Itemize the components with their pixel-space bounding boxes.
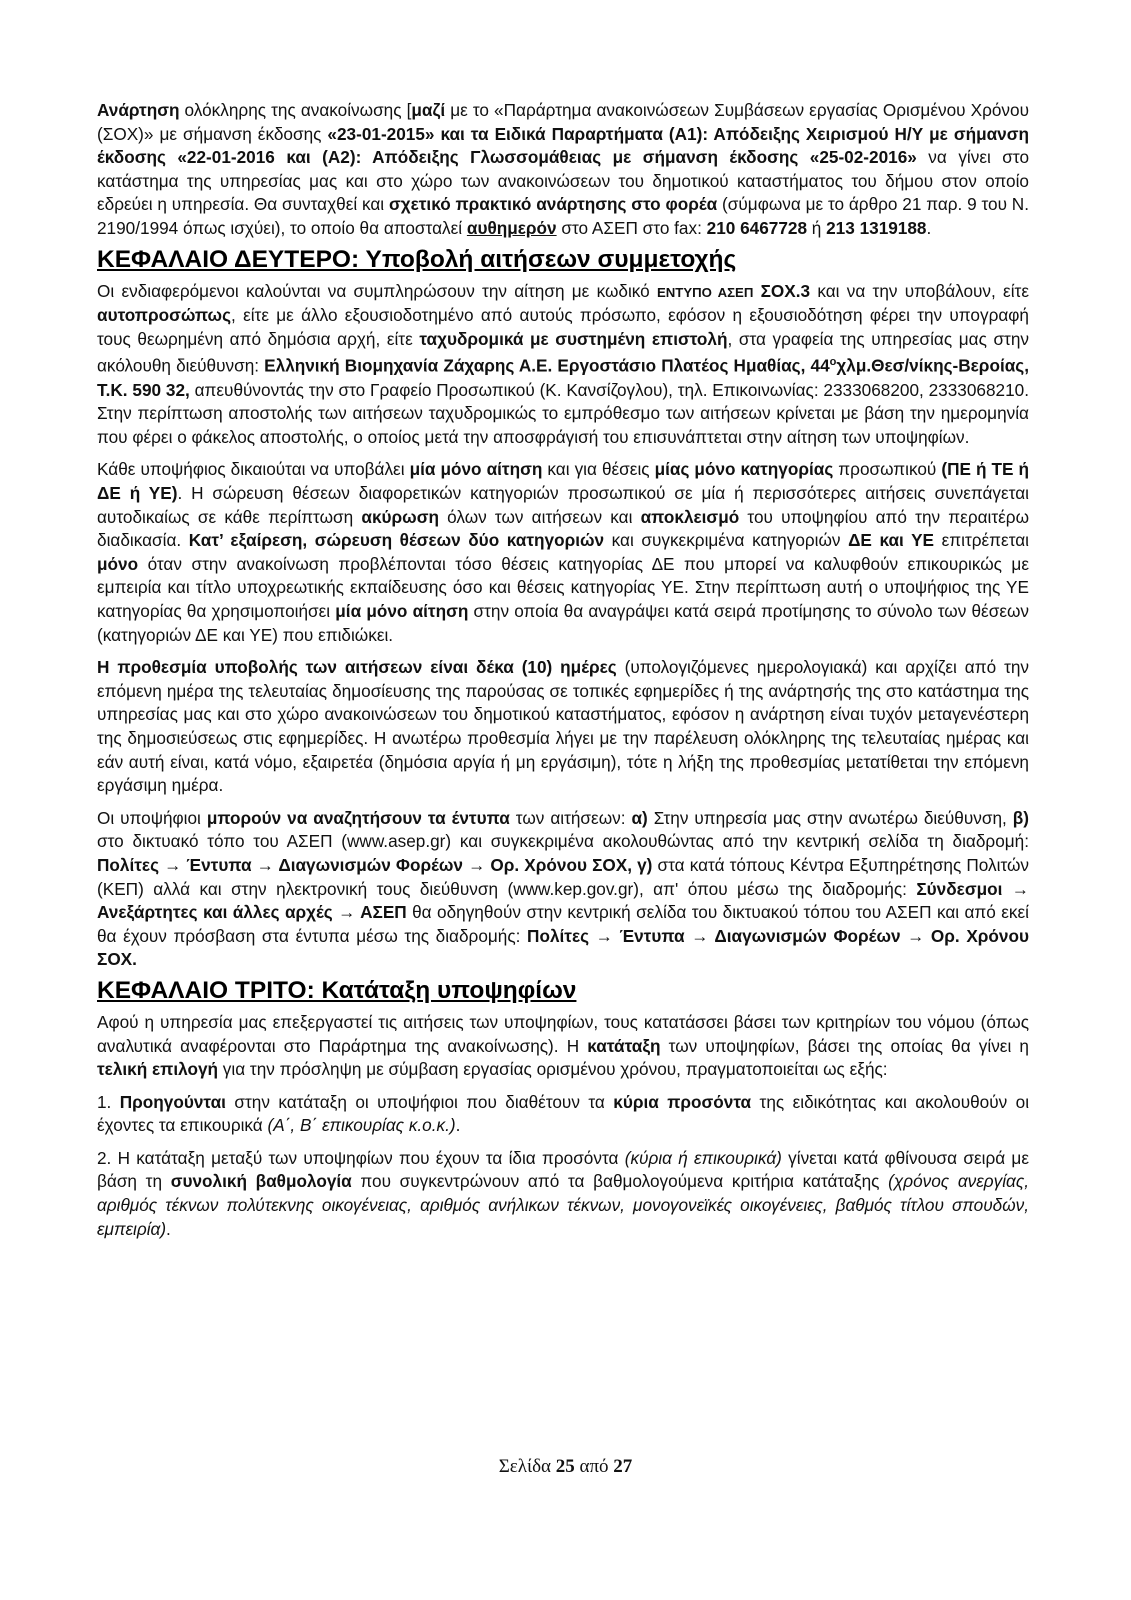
paragraph-ranking-rule-1 (97, 1091, 1029, 1138)
footer-total-pages: 27 (613, 1456, 633, 1477)
paragraph-single-application (97, 458, 1029, 647)
paragraph-posting (97, 99, 1029, 241)
text-run: α) (631, 807, 648, 828)
text-run: του υποψηφίου από την περαιτέρω διαδικασία. (97, 506, 1030, 551)
text-run: προσωπικού (833, 459, 942, 480)
text-run: ταχυδρομικά με συστημένη επιστολή (419, 328, 728, 349)
text-run: Η προθεσμία υποβολής των αιτήσεων είναι δέκα (10) ημέρες (97, 657, 617, 678)
text-run: των υποψηφίων, βάσει της οποίας θα γίνει η (660, 1035, 1029, 1056)
paragraph-application-submission (97, 280, 1029, 450)
paragraph-forms (97, 807, 1029, 972)
text-run: σχετικό πρακτικό ανάρτησης στο φορέα (388, 194, 718, 215)
text-run: όταν στην ανακοίνωση προβλέπονται τόσο θέσεις κατηγορίας ΔΕ που μπορεί να καλυφθούν επικουρικώς με εμπειρία και τίτλο υποχρεωτικής εκπαίδευσης όσο και θέσεις κατηγορίας ΥΕ. Στην περίπτωση αυτή ο υποψήφιος της ΥΕ κατηγορίας θα χρησιμοποιήσει (97, 553, 1029, 622)
footer-prefix: Σελίδα (498, 1456, 556, 1477)
text-run: Ελληνική Βιομηχανία Ζάχαρης Α.Ε. Εργοστάσιο Πλατέος Ημαθίας, 44 (264, 356, 830, 377)
chapter-two-heading: ΚΕΦΑΛΑΙΟ ΔΕΥΤΕΡΟ: Υποβολή αιτήσεων συμμετοχής (97, 245, 737, 273)
text-run: Κάθε υποψήφιος δικαιούται να υποβάλει (97, 459, 410, 480)
text-run: (Α΄, Β΄ επικουρίας κ.ο.κ.) (267, 1115, 456, 1136)
text-run: στα κατά τόπους Κέντρα Εξυπηρέτησης Πολιτών (ΚΕΠ) αλλά και στην ηλεκτρονική τους διεύθυνση (www.kep.gov.gr), απ' όπου μέσω της διαδρομής: (97, 854, 1030, 899)
text-run: μίας μόνο κατηγορίας (654, 459, 834, 480)
text-run: στο δικτυακό τόπο του ΑΣΕΠ (www.asep.gr) και συγκεκριμένα ακολουθώντας από την κεντρική σελίδα τη διαδρομή: (97, 831, 1029, 852)
text-run: ή (807, 217, 827, 238)
text-run: Αφού η υπηρεσία μας επεξεργαστεί τις αιτήσεις των υποψηφίων, τους κατατάσσει βάσει των κριτηρίων του νόμου (όπως αναλυτικά αναφέρονται στο Παράρτημα της ανακοίνωσης). Η (97, 1011, 1029, 1056)
text-run: να γίνει στο κατάστημα της υπηρεσίας μας και στο χώρο των ανακοινώσεων του δημοτικού καταστήματος του δήμου στον οποίο εδρεύει η υπηρεσία. Θα συνταχθεί και (97, 147, 1029, 215)
text-run: . (455, 1115, 461, 1136)
text-run: και για θέσεις (542, 459, 655, 480)
chapter-three-heading: ΚΕΦΑΛΑΙΟ ΤΡΙΤΟ: Κατάταξη υποψηφίων (97, 976, 577, 1004)
text-run: (κύρια ή επικουρικά) (624, 1147, 782, 1168)
text-run: Ανάρτηση (97, 100, 180, 120)
text-run: με το «Παράρτημα ανακοινώσεων Συμβάσεων εργασίας Ορισμένου Χρόνου (ΣΟΧ)» με σήμανση έκδοσης (97, 100, 1029, 144)
text-run: κατάταξη (587, 1035, 661, 1056)
text-run: β) (1012, 807, 1029, 828)
text-run: συνολική βαθμολογία (170, 1171, 352, 1192)
text-run: . (926, 217, 932, 238)
text-run: (ΠΕ ή ΤΕ ή ΔΕ ή ΥΕ) (97, 459, 1030, 504)
text-run: αυτοπροσώπως (97, 305, 232, 326)
text-run: στην οποία θα αναγράψει κατά σειρά προτίμησης το σύνολο των θέσεων (κατηγοριών ΔΕ και ΥΕ) που επιδιώκει. (97, 601, 1029, 645)
footer-middle: από (574, 1456, 614, 1477)
text-run: τελική επιλογή (97, 1059, 219, 1080)
footer-page-number: 25 (555, 1456, 575, 1477)
text-run: , στα γραφεία της υπηρεσίας μας στην ακόλουθη διεύθυνση: (97, 328, 1029, 377)
text-run: μία μόνο αίτηση (409, 459, 543, 480)
text-run: (χρόνος ανεργίας, αριθμός τέκνων πολύτεκνης οικογένειας, αριθμός ανήλικων τέκνων, μονογονεϊκές οικογένειες, βαθμός τίτλου σπουδών, εμπειρία) (97, 1171, 1029, 1239)
text-run: (υπολογιζόμενες ημερολογιακά) και αρχίζει από την επόμενη ημέρα της τελευταίας δημοσίευσης της παρούσας σε τοπικές εφημερίδες ή της ανάρτησής της στο κατάστημα της υπηρεσίας μας και στο χώρο ανακοινώσεων του δημοτικού καταστήματος, εφόσον η ανάρτηση είναι τυχόν μεταγενέστερη της δημοσιεύσεως στις εφημερίδες. Η ανωτέρω προθεσμία λήγει με την παρέλευση ολόκληρης της τελευταίας ημέρας και εάν αυτή είναι, κατά νόμο, εξαιρετέα (δημόσια αργία ή μη εργάσιμη), τότε η λήξη της προθεσμίας μετατίθεται την επόμενη εργάσιμη ημέρα. (97, 657, 1030, 796)
page-footer (0, 1456, 1131, 1478)
text-run: και να την υποβάλουν, είτε (810, 280, 1029, 301)
text-run: θα οδηγηθούν στην κεντρική σελίδα του δικτυακού τόπου του ΑΣΕΠ και από εκεί θα έχουν πρόσβαση στα έντυπα μέσω της διαδρομής: (97, 902, 1029, 946)
text-run: , είτε με άλλο εξουσιοδοτημένο από αυτούς πρόσωπο, εφόσον η εξουσιοδότηση φέρει την υπογραφή τους θεωρημένη από δημόσια αρχή, είτε (97, 305, 1029, 349)
text-run: μπορούν να αναζητήσουν τα έντυπα (206, 807, 510, 828)
text-run: κύρια προσόντα (613, 1091, 752, 1112)
text-run: για την πρόσληψη με σύμβαση εργασίας ορισμένου χρόνου, πραγματοποιείται ως εξής: (218, 1059, 888, 1080)
text-run: όλων των αιτήσεων και (438, 506, 641, 527)
paragraph-ranking-rule-2 (97, 1147, 1029, 1241)
text-run: μαζί (411, 100, 446, 120)
text-run: Οι ενδιαφερόμενοι καλούνται να συμπληρώσουν την αίτηση με κωδικό (97, 280, 657, 301)
text-run: 2. Η κατάταξη μεταξύ των υποψηφίων που έχουν τα ίδια προσόντα (97, 1147, 625, 1168)
text-run: και συγκεκριμένα κατηγοριών (604, 530, 849, 551)
text-run: της ειδικότητας και ακολουθούν οι έχοντες τα επικουρικά (97, 1091, 1030, 1136)
text-run: αυθημερόν (466, 217, 557, 238)
text-run: «23-01-2015» και τα Ειδικά Παραρτήματα (Α1): Απόδειξης Χειρισμού Η/Υ με σήμανση έκδοσης «22-01-2016 και (Α2): Απόδειξης Γλωσσομάθειας με σήμανση έκδοσης «25-02-2016» (97, 123, 1029, 168)
text-run: μία μόνο αίτηση (335, 601, 469, 622)
text-run: ο (829, 356, 837, 369)
text-run: στο ΑΣΕΠ στο fax: (556, 217, 707, 238)
text-run: . (166, 1218, 171, 1239)
text-run: στην κατάταξη οι υποψήφιοι που διαθέτουν τα (225, 1091, 614, 1112)
text-run: Κατ’ εξαίρεση, σώρευση θέσεων δύο κατηγοριών (188, 530, 605, 551)
text-run: 210 6467728 (706, 217, 808, 238)
text-run: μόνο (97, 553, 139, 574)
text-run: ΣΟΧ.3 (753, 280, 811, 301)
paragraph-ranking-intro (97, 1011, 1029, 1082)
text-run: ΕΝΤΥΠΟ ΑΣΕΠ (656, 284, 754, 300)
text-run: Σύνδεσμοι → Ανεξάρτητες και άλλες αρχές → ΑΣΕΠ (97, 878, 1029, 923)
text-run: Στην υπηρεσία μας στην ανωτέρω διεύθυνση, (647, 807, 1013, 828)
text-run: 1. (97, 1091, 120, 1112)
text-run: γίνεται κατά φθίνουσα σειρά με βάση τη (97, 1147, 1029, 1192)
text-run: . Η σώρευση θέσεων διαφορετικών κατηγοριών προσωπικού σε μία ή περισσότερες αιτήσεις συνεπάγεται αυτοδικαίως σε κάθε περίπτωση (97, 483, 1029, 527)
text-run: των αιτήσεων: (509, 807, 632, 828)
text-run: ολόκληρης της ανακοίνωσης [ (179, 100, 412, 120)
text-run: Οι υποψήφιοι (97, 807, 207, 828)
paragraph-deadline (97, 656, 1029, 798)
text-run: επιτρέπεται (934, 530, 1029, 551)
text-run: (σύμφωνα με το άρθρο 21 παρ. 9 του Ν. 2190/1994 όπως ισχύει), το οποίο θα αποσταλεί (97, 194, 1029, 238)
document-page (97, 99, 1029, 1241)
text-run: ΔΕ και ΥΕ (848, 530, 935, 551)
text-run: απευθύνοντάς την στο Γραφείο Προσωπικού (Κ. Κανσίζογλου), τηλ. Επικοινωνίας: 2333068200, 2333068210. Στην περίπτωση αποστολής των αιτήσεων ταχυδρομικώς το εμπρόθεσμο των αιτήσεων κρίνεται με βάση την ημερομηνία που φέρει ο φάκελος αποστολής, ο οποίος μετά την αποσφράγισή του επισυνάπτεται στην αίτηση των υποψηφίων. (97, 379, 1029, 447)
text-run: Πολίτες → Έντυπα → Διαγωνισμών Φορέων → Ορ. Χρόνου ΣΟΧ. (97, 925, 1029, 970)
text-run: χλμ.Θεσ/νίκης-Βεροίας, Τ.Κ. 590 32, (97, 356, 1029, 400)
text-run: Πολίτες → Έντυπα → Διαγωνισμών Φορέων → Ορ. Χρόνου ΣΟΧ, γ) (97, 854, 653, 875)
text-run: που συγκεντρώνουν από τα βαθμολογούμενα κριτήρια κατάταξης (351, 1171, 889, 1192)
text-run: αποκλεισμό (640, 506, 740, 527)
text-run: 213 1319188 (826, 217, 927, 238)
text-run: ακύρωση (361, 506, 439, 527)
text-run: Προηγούνται (119, 1091, 226, 1112)
